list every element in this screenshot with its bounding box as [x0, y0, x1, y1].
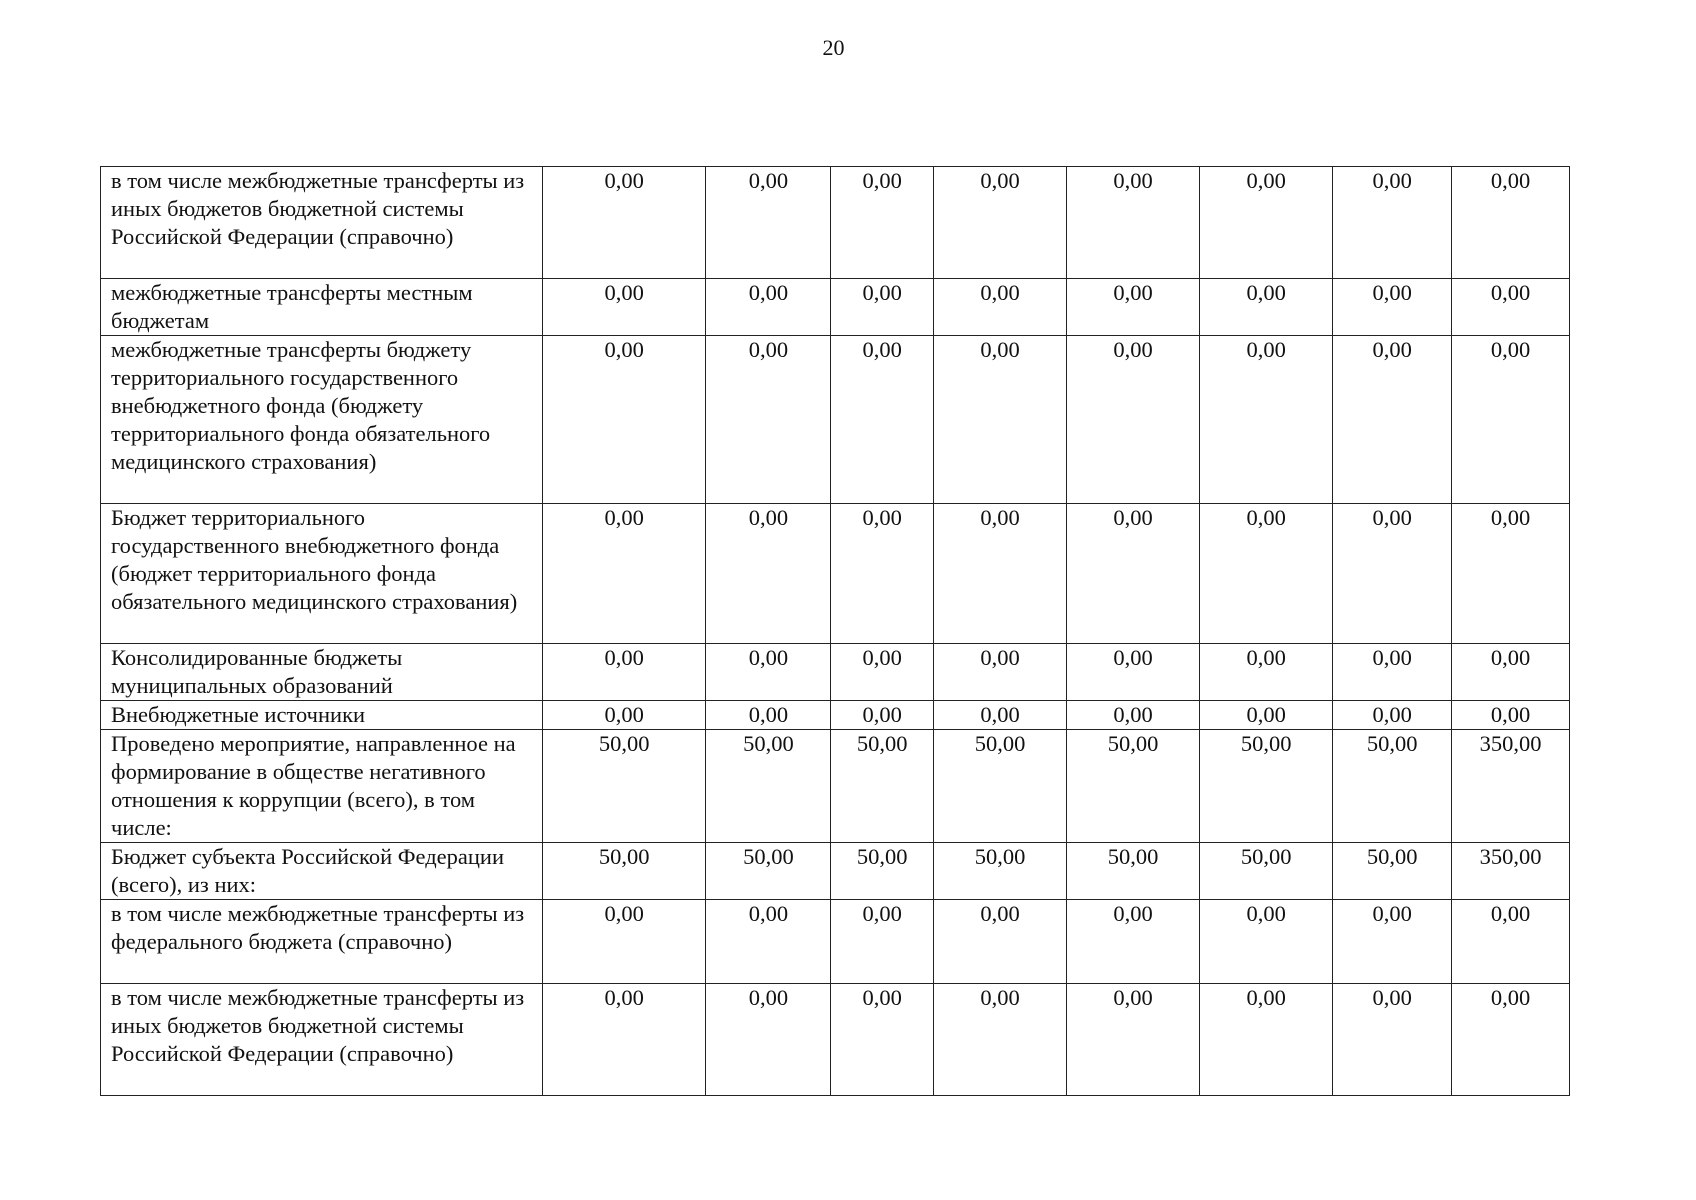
value-cell: 0,00 — [706, 900, 831, 984]
value-cell: 0,00 — [1452, 701, 1570, 730]
row-label: Проведено мероприятие, направленное на формирование в обществе негативного отношения к коррупции (всего), в том числе: — [101, 730, 543, 843]
value-cell: 0,00 — [706, 701, 831, 730]
value-cell: 0,00 — [542, 504, 706, 644]
value-cell: 0,00 — [1200, 900, 1333, 984]
table-row — [101, 167, 1570, 279]
row-label: в том числе межбюджетные трансферты из иных бюджетов бюджетной системы Российской Федерации (справочно) — [101, 167, 543, 279]
value-cell: 0,00 — [934, 701, 1067, 730]
value-cell: 0,00 — [542, 167, 706, 279]
table-row — [101, 336, 1570, 504]
value-cell: 0,00 — [934, 900, 1067, 984]
value-cell: 0,00 — [1333, 984, 1452, 1096]
value-cell: 0,00 — [1452, 984, 1570, 1096]
table-row — [101, 843, 1570, 900]
table-body — [101, 167, 1570, 1096]
value-cell: 0,00 — [1067, 167, 1200, 279]
value-cell: 0,00 — [934, 279, 1067, 336]
value-cell: 0,00 — [1200, 644, 1333, 701]
row-label: Консолидированные бюджеты муниципальных образований — [101, 644, 543, 701]
value-cell: 0,00 — [1333, 167, 1452, 279]
value-cell: 0,00 — [831, 279, 934, 336]
value-cell: 0,00 — [1200, 279, 1333, 336]
value-cell: 50,00 — [1200, 730, 1333, 843]
row-label: межбюджетные трансферты местным бюджетам — [101, 279, 543, 336]
value-cell: 0,00 — [1067, 900, 1200, 984]
value-cell: 0,00 — [831, 701, 934, 730]
table-row — [101, 730, 1570, 843]
value-cell: 0,00 — [706, 336, 831, 504]
value-cell: 0,00 — [706, 279, 831, 336]
value-cell: 0,00 — [1333, 504, 1452, 644]
value-cell: 50,00 — [1067, 843, 1200, 900]
value-cell: 50,00 — [1333, 730, 1452, 843]
value-cell: 0,00 — [1452, 504, 1570, 644]
value-cell: 0,00 — [831, 504, 934, 644]
value-cell: 350,00 — [1452, 730, 1570, 843]
value-cell: 0,00 — [934, 167, 1067, 279]
value-cell: 0,00 — [1067, 504, 1200, 644]
value-cell: 0,00 — [1333, 279, 1452, 336]
value-cell: 0,00 — [831, 900, 934, 984]
row-label: межбюджетные трансферты бюджету территориального государственного внебюджетного фонда (бюджету территориального фонда обязательного медицинского страхования) — [101, 336, 543, 504]
value-cell: 0,00 — [934, 984, 1067, 1096]
value-cell: 0,00 — [1067, 644, 1200, 701]
value-cell: 50,00 — [542, 843, 706, 900]
value-cell: 0,00 — [1452, 644, 1570, 701]
value-cell: 350,00 — [1452, 843, 1570, 900]
value-cell: 0,00 — [1452, 336, 1570, 504]
value-cell: 0,00 — [1200, 984, 1333, 1096]
value-cell: 0,00 — [542, 701, 706, 730]
row-label: Внебюджетные источники — [101, 701, 543, 730]
value-cell: 0,00 — [706, 984, 831, 1096]
value-cell: 0,00 — [706, 504, 831, 644]
value-cell: 50,00 — [934, 730, 1067, 843]
row-label: в том числе межбюджетные трансферты из иных бюджетов бюджетной системы Российской Федерации (справочно) — [101, 984, 543, 1096]
value-cell: 0,00 — [706, 644, 831, 701]
value-cell: 0,00 — [934, 336, 1067, 504]
value-cell: 0,00 — [542, 644, 706, 701]
value-cell: 0,00 — [1200, 701, 1333, 730]
value-cell: 50,00 — [934, 843, 1067, 900]
value-cell: 0,00 — [542, 279, 706, 336]
value-cell: 0,00 — [831, 336, 934, 504]
value-cell: 0,00 — [1067, 279, 1200, 336]
value-cell: 50,00 — [706, 730, 831, 843]
row-label: Бюджет территориального государственного внебюджетного фонда (бюджет территориального фонда обязательного медицинского страхования) — [101, 504, 543, 644]
row-label: в том числе межбюджетные трансферты из федерального бюджета (справочно) — [101, 900, 543, 984]
value-cell: 0,00 — [831, 167, 934, 279]
table-row — [101, 984, 1570, 1096]
value-cell: 50,00 — [1333, 843, 1452, 900]
value-cell: 0,00 — [934, 644, 1067, 701]
value-cell: 0,00 — [1200, 336, 1333, 504]
table-row — [101, 900, 1570, 984]
table-row — [101, 504, 1570, 644]
value-cell: 0,00 — [831, 644, 934, 701]
value-cell: 0,00 — [706, 167, 831, 279]
value-cell: 0,00 — [1452, 167, 1570, 279]
value-cell: 0,00 — [1200, 167, 1333, 279]
page-number: 20 — [822, 35, 845, 60]
value-cell: 0,00 — [1333, 900, 1452, 984]
value-cell: 0,00 — [1333, 701, 1452, 730]
value-cell: 0,00 — [831, 984, 934, 1096]
value-cell: 0,00 — [1452, 279, 1570, 336]
row-label: Бюджет субъекта Российской Федерации (всего), из них: — [101, 843, 543, 900]
value-cell: 50,00 — [831, 843, 934, 900]
table-row — [101, 279, 1570, 336]
value-cell: 0,00 — [1200, 504, 1333, 644]
value-cell: 0,00 — [542, 336, 706, 504]
value-cell: 0,00 — [1333, 336, 1452, 504]
value-cell: 50,00 — [1067, 730, 1200, 843]
table-row — [101, 701, 1570, 730]
value-cell: 0,00 — [1067, 984, 1200, 1096]
value-cell: 0,00 — [542, 900, 706, 984]
value-cell: 0,00 — [1067, 336, 1200, 504]
value-cell: 50,00 — [706, 843, 831, 900]
value-cell: 50,00 — [831, 730, 934, 843]
value-cell: 0,00 — [542, 984, 706, 1096]
value-cell: 0,00 — [1067, 701, 1200, 730]
table-row — [101, 644, 1570, 701]
value-cell: 0,00 — [934, 504, 1067, 644]
value-cell: 50,00 — [542, 730, 706, 843]
budget-table — [100, 166, 1570, 1096]
value-cell: 0,00 — [1452, 900, 1570, 984]
value-cell: 0,00 — [1333, 644, 1452, 701]
value-cell: 50,00 — [1200, 843, 1333, 900]
